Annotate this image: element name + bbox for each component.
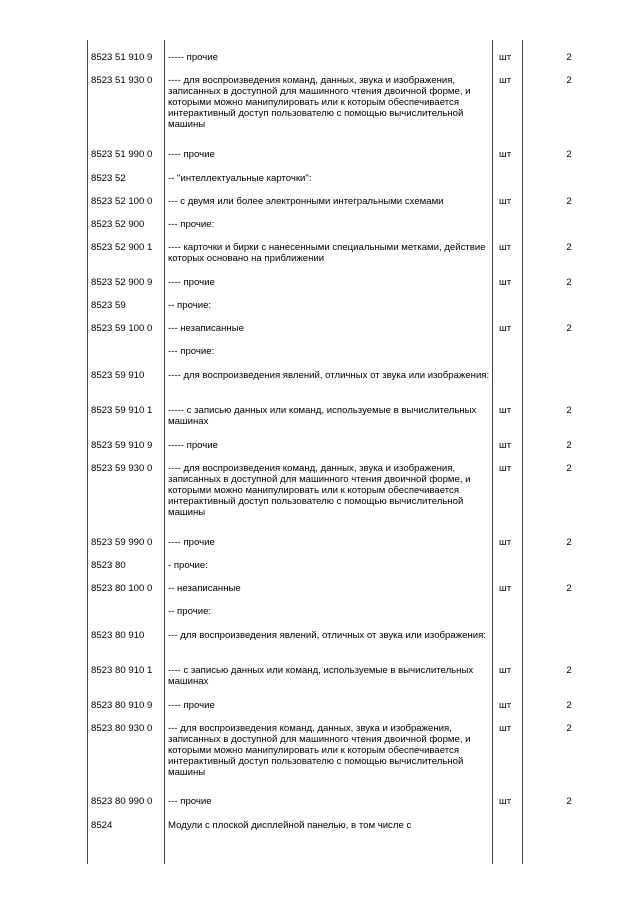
- commodity-description: Модули с плоской дисплейной панелью, в том числе с: [168, 820, 412, 831]
- quantity-value: 2: [566, 196, 572, 207]
- commodity-description: -- прочие:: [168, 300, 212, 311]
- unit-of-measure: шт: [499, 323, 512, 334]
- commodity-code: 8523 59 910 1: [91, 405, 153, 416]
- commodity-code: 8523 59 990 0: [91, 537, 153, 548]
- commodity-code: 8523 80 100 0: [91, 583, 153, 594]
- table-row: [0, 451, 640, 525]
- commodity-code: 8523 52 900 9: [91, 277, 153, 288]
- commodity-description: ---- для воспроизведения явлений, отличных от звука или изображения:: [168, 370, 490, 381]
- table-row: [0, 161, 640, 184]
- commodity-description: ---- прочие: [168, 537, 215, 548]
- quantity-value: 2: [566, 723, 572, 734]
- table-row: [0, 808, 640, 838]
- unit-of-measure: шт: [499, 583, 512, 594]
- unit-of-measure: шт: [499, 463, 512, 474]
- quantity-value: 2: [566, 583, 572, 594]
- commodity-code: 8523 52 100 0: [91, 196, 153, 207]
- commodity-code: 8523 59 930 0: [91, 463, 153, 474]
- commodity-description: --- для воспроизведения команд, данных, звука и изображения, записанных в доступной для машинного чтения двоичной форме, и которыми можно манипулировать или к которым обеспечивается интерактивный доступ пользователю с помощью вычислительной машины: [168, 723, 471, 778]
- commodity-code: 8523 52: [91, 173, 126, 184]
- commodity-code: 8523 80 910: [91, 630, 145, 641]
- commodity-description: -- прочие:: [168, 606, 212, 617]
- commodity-description: ---- карточки и бирки с нанесенными специальными метками, действие которых основано на приближении: [168, 242, 486, 264]
- quantity-value: 2: [566, 277, 572, 288]
- table-row: [0, 207, 640, 230]
- commodity-description: ---- прочие: [168, 277, 215, 288]
- table-row: [0, 288, 640, 311]
- quantity-value: 2: [566, 323, 572, 334]
- table-row: [0, 548, 640, 571]
- commodity-code: 8523 59 100 0: [91, 323, 153, 334]
- table-row: [0, 311, 640, 334]
- commodity-description: ---- прочие: [168, 700, 215, 711]
- table-row: [0, 358, 640, 393]
- unit-of-measure: шт: [499, 796, 512, 807]
- table-row: [0, 230, 640, 265]
- commodity-code: 8523 51 990 0: [91, 149, 153, 160]
- table-row: [0, 688, 640, 711]
- quantity-value: 2: [566, 405, 572, 416]
- commodity-code: 8523 51 930 0: [91, 75, 153, 86]
- commodity-code: 8523 80 990 0: [91, 796, 153, 807]
- commodity-description: - прочие:: [168, 560, 208, 571]
- commodity-code: 8523 59 910 9: [91, 440, 153, 451]
- unit-of-measure: шт: [499, 537, 512, 548]
- commodity-description: ----- прочие: [168, 440, 218, 451]
- table-row: [0, 184, 640, 207]
- unit-of-measure: шт: [499, 277, 512, 288]
- commodity-description: ---- с записью данных или команд, используемые в вычислительных машинах: [168, 665, 474, 687]
- table-row: [0, 63, 640, 137]
- commodity-code: 8523 80 910 1: [91, 665, 153, 676]
- unit-of-measure: шт: [499, 665, 512, 676]
- unit-of-measure: шт: [499, 149, 512, 160]
- table-row: [0, 393, 640, 428]
- commodity-description: ---- для воспроизведения команд, данных, звука и изображения, записанных в доступной для машинного чтения двоичной форме, и которыми можно манипулировать или к которым обеспечивается интерактивный доступ пользователю с помощью вычислительной машины: [168, 75, 471, 130]
- table-row: [0, 525, 640, 548]
- unit-of-measure: шт: [499, 405, 512, 416]
- commodity-code: 8523 59: [91, 300, 126, 311]
- unit-of-measure: шт: [499, 52, 512, 63]
- commodity-code: 8523 80 910 9: [91, 700, 153, 711]
- quantity-value: 2: [566, 52, 572, 63]
- table-row: [0, 594, 640, 618]
- commodity-description: ---- прочие: [168, 149, 215, 160]
- unit-of-measure: шт: [499, 723, 512, 734]
- commodity-description: --- с двумя или более электронными интегральными схемами: [168, 196, 444, 207]
- commodity-description: --- прочие:: [168, 219, 215, 230]
- table-row: [0, 334, 640, 358]
- quantity-value: 2: [566, 149, 572, 160]
- commodity-code: 8523 52 900 1: [91, 242, 153, 253]
- commodity-code: 8524: [91, 820, 113, 831]
- table-row: [0, 137, 640, 161]
- commodity-code: 8523 59 910: [91, 370, 145, 381]
- table-row: [0, 653, 640, 688]
- commodity-code: 8523 52 900: [91, 219, 145, 230]
- commodity-description: --- незаписанные: [168, 323, 244, 334]
- commodity-description: -- незаписанные: [168, 583, 241, 594]
- quantity-value: 2: [566, 796, 572, 807]
- unit-of-measure: шт: [499, 700, 512, 711]
- commodity-description: --- прочие: [168, 796, 212, 807]
- unit-of-measure: шт: [499, 196, 512, 207]
- quantity-value: 2: [566, 700, 572, 711]
- quantity-value: 2: [566, 665, 572, 676]
- commodity-description: --- для воспроизведения явлений, отличных от звука или изображения:: [168, 630, 486, 641]
- commodity-description: -- "интеллектуальные карточки":: [168, 173, 312, 184]
- unit-of-measure: шт: [499, 75, 512, 86]
- quantity-value: 2: [566, 463, 572, 474]
- table-row: [0, 40, 640, 63]
- commodity-code: 8523 80: [91, 560, 126, 571]
- unit-of-measure: шт: [499, 242, 512, 253]
- table-row: [0, 711, 640, 784]
- unit-of-measure: шт: [499, 440, 512, 451]
- table-row: [0, 784, 640, 808]
- commodity-description: --- прочие:: [168, 346, 215, 357]
- quantity-value: 2: [566, 242, 572, 253]
- table-row: [0, 428, 640, 451]
- quantity-value: 2: [566, 440, 572, 451]
- commodity-description: ----- с записью данных или команд, используемые в вычислительных машинах: [168, 405, 477, 427]
- commodity-code: 8523 51 910 9: [91, 52, 153, 63]
- tariff-table: [0, 40, 640, 864]
- commodity-description: ---- для воспроизведения команд, данных, звука и изображения, записанных в доступной для машинного чтения двоичной форме, и которыми можно манипулировать или к которым обеспечивается интерактивный доступ пользователю с помощью вычислительной машины: [168, 463, 471, 518]
- table-row: [0, 265, 640, 288]
- quantity-value: 2: [566, 537, 572, 548]
- quantity-value: 2: [566, 75, 572, 86]
- table-row: [0, 618, 640, 653]
- commodity-description: ----- прочие: [168, 52, 218, 63]
- table-row: [0, 571, 640, 594]
- commodity-code: 8523 80 930 0: [91, 723, 153, 734]
